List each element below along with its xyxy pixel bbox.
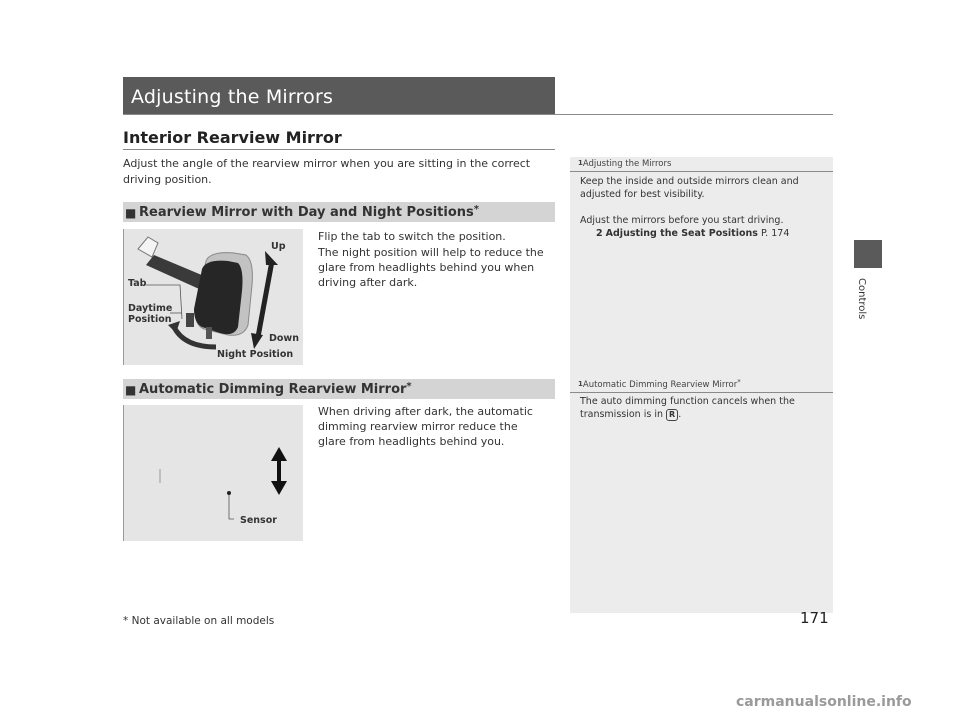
r-key-icon: R bbox=[666, 409, 678, 421]
asterisk: * bbox=[473, 204, 479, 215]
position-label: Position bbox=[128, 314, 172, 325]
chapter-tab bbox=[854, 240, 882, 268]
tab-label: Tab bbox=[128, 278, 147, 289]
page-number: 171 bbox=[800, 609, 829, 627]
section-heading: Interior Rearview Mirror bbox=[123, 128, 342, 147]
period: . bbox=[678, 409, 682, 420]
note-body-mirrors bbox=[580, 175, 820, 240]
subheading-day-night bbox=[123, 202, 555, 222]
note-heading-mirrors-text: Adjusting the Mirrors bbox=[582, 159, 672, 169]
notes-panel bbox=[570, 157, 833, 613]
down-label: Down bbox=[269, 333, 299, 344]
sensor-label: Sensor bbox=[240, 515, 277, 526]
heading-divider bbox=[123, 149, 555, 150]
reference-title[interactable]: Adjusting the Seat Positions bbox=[605, 228, 758, 239]
note-mirrors-line-1: Keep the inside and outside mirrors clean and adjusted for best visibility. bbox=[580, 176, 799, 200]
page-title: Adjusting the Mirrors bbox=[131, 86, 334, 108]
auto-dimming-text: When driving after dark, the automatic dimming rearview mirror reduce the glare from headlights behind you. bbox=[318, 405, 533, 448]
subheading-auto-dimming bbox=[123, 379, 555, 399]
note-auto-dimming-line: The auto dimming function cancels when the transmission is in bbox=[580, 396, 795, 420]
note-mirrors-line-2: Adjust the mirrors before you start driving. bbox=[580, 215, 784, 226]
day-night-mirror-figure bbox=[123, 229, 303, 365]
note-icon: 1 bbox=[578, 159, 583, 167]
footnote: * Not available on all models bbox=[123, 615, 275, 627]
square-bullet-icon: ■ bbox=[125, 383, 137, 397]
subheading-auto-dimming-text: Automatic Dimming Rearview Mirror bbox=[139, 382, 407, 397]
daytime-label: Daytime bbox=[128, 303, 173, 314]
note-heading-auto-dimming-text: Automatic Dimming Rearview Mirror bbox=[582, 380, 738, 390]
note-heading-mirrors bbox=[570, 159, 833, 172]
subheading-day-night-text: Rearview Mirror with Day and Night Positions bbox=[139, 205, 474, 220]
auto-mirror-illustration bbox=[124, 405, 304, 541]
day-night-text bbox=[318, 229, 558, 290]
up-label: Up bbox=[271, 241, 286, 252]
note-icon: 1 bbox=[578, 380, 583, 388]
day-night-text-2: The night position will help to reduce the glare from headlights behind you when driving after dark. bbox=[318, 246, 544, 289]
note-mirrors-reference[interactable] bbox=[580, 227, 820, 240]
note-body-auto-dimming bbox=[580, 395, 820, 421]
reference-arrow-icon: 2 bbox=[596, 228, 603, 239]
auto-dimming-mirror-figure bbox=[123, 405, 303, 541]
reference-page: P. 174 bbox=[760, 228, 790, 239]
chapter-label: Controls bbox=[856, 278, 867, 320]
night-position-label: Night Position bbox=[217, 349, 294, 360]
asterisk: * bbox=[406, 381, 412, 392]
watermark: carmanualsonline.info bbox=[736, 694, 912, 710]
asterisk: * bbox=[737, 378, 741, 386]
section-intro: Adjust the angle of the rearview mirror when you are sitting in the correct driving position. bbox=[123, 157, 531, 186]
day-night-text-1: Flip the tab to switch the position. bbox=[318, 230, 506, 243]
page-title-bar bbox=[123, 77, 555, 114]
note-heading-auto-dimming bbox=[570, 378, 833, 393]
square-bullet-icon: ■ bbox=[125, 206, 137, 220]
title-divider bbox=[123, 114, 833, 115]
